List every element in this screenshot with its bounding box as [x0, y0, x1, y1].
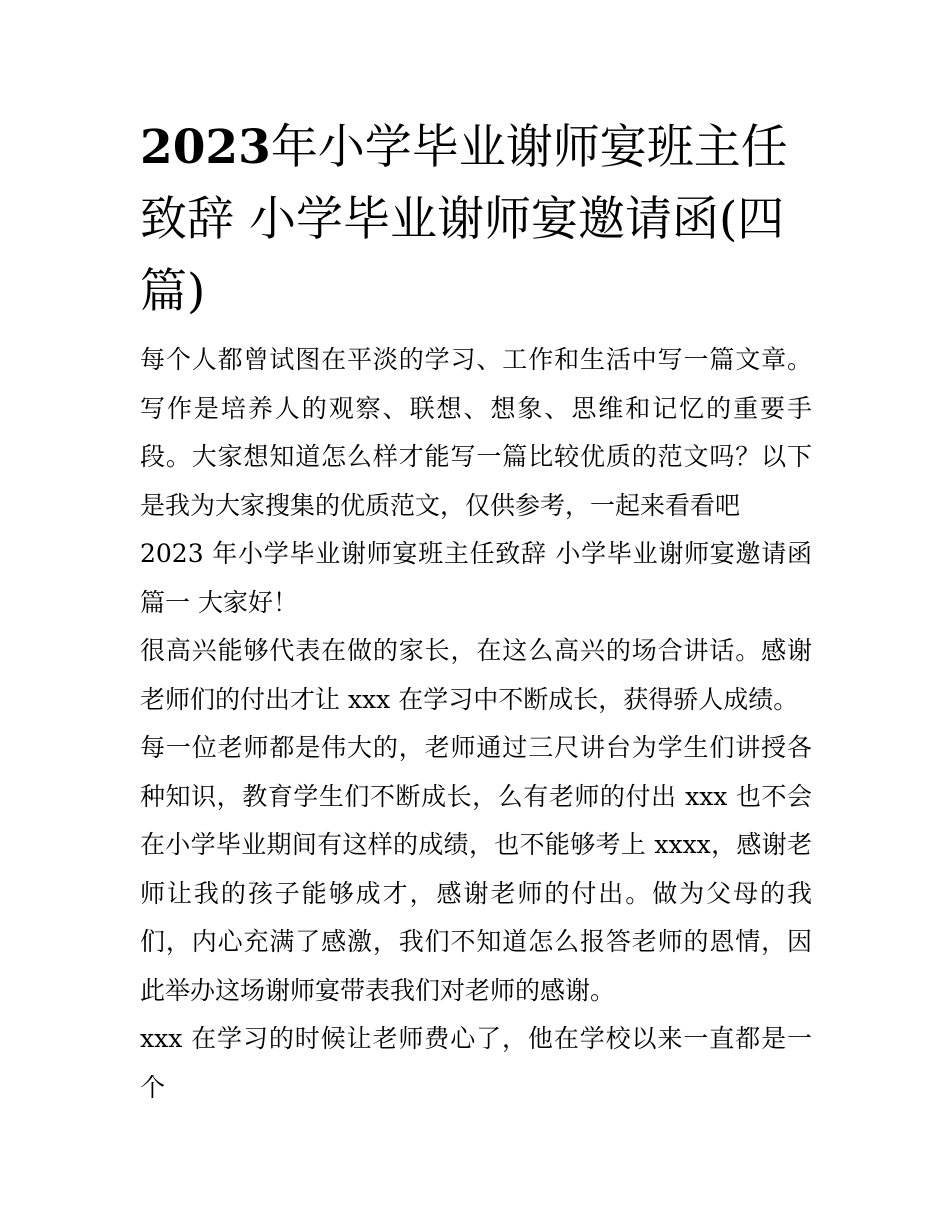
section-heading-paragraph: 2023 年小学毕业谢师宴班主任致辞 小学毕业谢师宴邀请函篇一 大家好！: [140, 539, 812, 617]
body-paragraph-3: xxx 在学习的时候让老师费心了，他在学校以来一直都是一个: [140, 1024, 812, 1102]
title-text: 年小学毕业谢师宴班主任致辞 小学毕业谢师宴邀请函(四篇): [140, 120, 788, 319]
title-year: 2023: [140, 120, 271, 175]
intro-paragraph: 每个人都曾试图在平淡的学习、工作和生活中写一篇文章。写作是培养人的观察、联想、想象、思维和记忆的重要手段。大家想知道怎么样才能写一篇比较优质的范文吗？以下是我为大家搜集的优质范文，仅供参考，一起来看看吧: [140, 345, 812, 520]
document-title: [140, 112, 812, 328]
document-content: [140, 112, 812, 1112]
body-paragraph-1: 很高兴能够代表在做的家长，在这么高兴的场合讲话。感谢老师们的付出才让 xxx 在学习中不断成长，获得骄人成绩。: [140, 636, 812, 714]
body-paragraph-2: 每一位老师都是伟大的，老师通过三尺讲台为学生们讲授各种知识，教育学生们不断成长，么有老师的付出 xxx 也不会在小学毕业期间有这样的成绩，也不能够考上 xxxx，感谢老师让我的孩子能够成才，感谢老师的付出。做为父母的我们，内心充满了感激，我们不知道怎么报答老师的恩情，因此举办这场谢师宴带表我们对老师的感谢。: [140, 733, 812, 1005]
